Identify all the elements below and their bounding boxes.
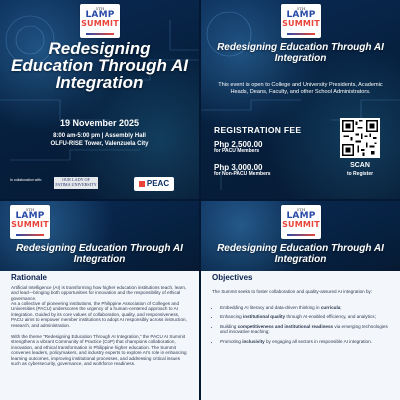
logo-lamp: LAMP <box>286 10 316 20</box>
event-date: 19 November 2025 <box>59 118 140 128</box>
panel-header-banner <box>0 201 199 271</box>
fee-pacu-amount: Php 2,500.00 <box>214 140 263 149</box>
objectives-list <box>212 305 389 348</box>
objective-item: • Embedding AI literacy and data-driven thinking in curricula; <box>220 305 389 310</box>
scan-to-register <box>337 162 383 178</box>
logo-lamp: LAMP <box>286 211 316 221</box>
eligibility-note: This event is open to College and University Presidents, Academic Heads, Deans, Faculty, and other School Administrators. <box>218 82 383 95</box>
event-title: Redesigning Education Through AI Integration <box>217 42 384 64</box>
logo-bar <box>287 234 315 236</box>
lamp-summit-logo <box>281 4 321 38</box>
logo-bar <box>287 33 315 35</box>
fee-non-pacu-amount: Php 3,000.00 <box>214 163 263 172</box>
objectives-lead: The Summit seeks to foster collaboration and quality-assured AI integration by: <box>212 289 373 294</box>
event-location: OLFU-RISE Tower, Valenzuela City <box>50 141 149 147</box>
logo-ordinal: 5TH <box>296 6 306 11</box>
fee-pacu-label: for PACU Members <box>214 148 260 154</box>
rationale-paragraph-3: With the theme “Redesigning Education Through AI Integration,” the PACU AI Summit strengthens a vibrant Community of Practice (CoP) that champions collaboration, innovation, and ethical transformation in Philippine higher education. The Summit convenes leaders, policymakers, and industry experts to explore AI’s role in enhancing learning outcomes, improving institutional processes, and addressing critical issues such as cybersecurity, governance, and workforce readiness. <box>11 334 187 367</box>
poster-panel-registration <box>201 0 400 199</box>
olfu-logo: OUR LADY OF FATIMA UNIVERSITY <box>55 177 97 187</box>
logo-ordinal: 5TH <box>25 207 35 212</box>
registration-qr-code[interactable] <box>340 118 380 158</box>
objectives-heading: Objectives <box>212 273 253 282</box>
event-title: Redesigning Education Through AI Integration <box>16 243 183 265</box>
lamp-summit-logo <box>80 4 120 38</box>
fee-non-pacu <box>214 163 271 177</box>
lamp-summit-logo <box>10 205 50 239</box>
peac-label: PEAC <box>146 179 170 188</box>
qr-code-icon <box>342 120 378 156</box>
logo-bar <box>16 234 44 236</box>
lamp-summit-logo <box>281 205 321 239</box>
logo-bar <box>86 33 114 35</box>
registration-heading: REGISTRATION FEE <box>214 125 302 135</box>
rationale-paragraph-2: As a collective of pioneering institutions, the Philippine Association of Colleges and Universities (PACU) underscores the urgency of a human-centered approach to AI integration. Guided by its core values of collaboration, quality, and responsiveness, PACU aims to empower member institutions to adopt AI responsibly across instruction, research, and administration. <box>11 301 187 328</box>
event-title: Redesigning Education Through AI Integration <box>217 243 384 265</box>
scan-sublabel: to Register <box>346 171 374 177</box>
event-time-venue: 8:00 am-5:00 pm | Assembly Hall <box>53 133 146 139</box>
poster-panel-rationale <box>0 201 199 400</box>
objective-item: • Building competitiveness and institutional readiness via emerging technologies and innovative teaching; <box>220 324 389 335</box>
event-title: Redesigning Education Through AI Integration <box>11 39 188 92</box>
logo-summit: SUMMIT <box>282 19 320 28</box>
logo-summit: SUMMIT <box>282 220 320 229</box>
peac-logo <box>134 177 174 191</box>
rationale-heading: Rationale <box>11 273 48 282</box>
panel-header-banner <box>201 201 400 271</box>
poster-panel-objectives <box>201 201 400 400</box>
poster-panel-event-title <box>0 0 199 199</box>
rationale-paragraph-1: Artificial Intelligence (AI) is transforming how higher education institutions teach, learn, and lead—bringing both opportunities for innovation and the responsibility of ethical governance. <box>11 285 187 301</box>
fee-non-pacu-label: for Non-PACU Members <box>214 171 271 177</box>
logo-summit: SUMMIT <box>81 19 119 28</box>
logo-ordinal: 5TH <box>95 6 105 11</box>
peac-mark-icon <box>139 181 145 187</box>
collab-label: In collaboration with: <box>10 178 42 182</box>
logo-lamp: LAMP <box>85 10 115 20</box>
objective-item: • Promoting inclusivity by engaging all sectors in responsible AI integration. <box>220 339 389 344</box>
objective-item: • Enhancing institutional quality through AI-enabled efficiency, and analytics; <box>220 314 389 319</box>
logo-ordinal: 5TH <box>296 207 306 212</box>
logo-summit: SUMMIT <box>11 220 49 229</box>
fee-pacu <box>214 140 262 154</box>
scan-label: SCAN <box>350 162 370 169</box>
logo-lamp: LAMP <box>15 211 45 221</box>
